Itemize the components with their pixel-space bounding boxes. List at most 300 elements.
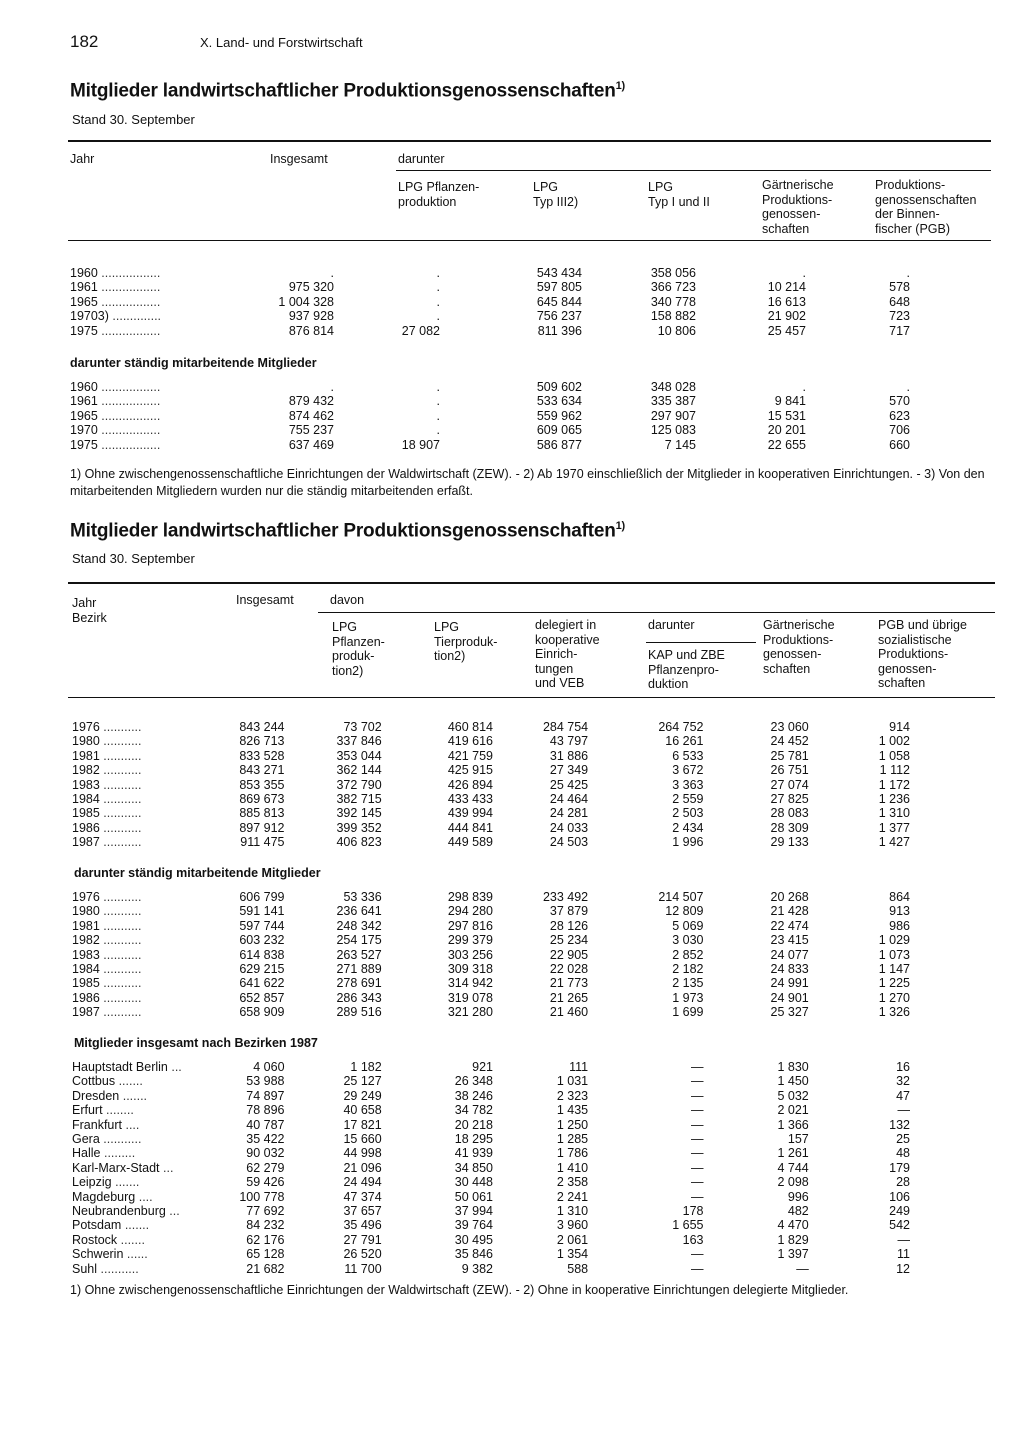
table-cell: 1 699 [672, 1005, 704, 1020]
table-row [72, 933, 910, 947]
table-cell: 3 363 [672, 777, 704, 792]
table-cell: 1 147 [878, 962, 910, 977]
table-cell: 2 182 [672, 962, 704, 977]
t1-header-pgb: Produktions- genossenschaften der Binnen- fischer (PGB) [875, 178, 977, 236]
table-cell: 111 [569, 1060, 589, 1074]
table-cell: 50 061 [454, 1189, 493, 1204]
table-cell: 25 327 [770, 1005, 809, 1020]
table-cell: 29 249 [343, 1088, 382, 1103]
table-cell: 27 825 [770, 792, 809, 807]
table-cell: 30 448 [454, 1175, 493, 1190]
table-cell: 482 [787, 1204, 809, 1219]
table-cell: 1 002 [878, 734, 910, 749]
table-cell: 178 [682, 1204, 704, 1219]
table-cell: 28 309 [770, 820, 809, 835]
table-cell: 90 032 [246, 1146, 285, 1161]
table-cell: 1 058 [878, 748, 910, 763]
row-label: 1982 ........... [72, 933, 142, 948]
table-cell: 12 809 [665, 904, 704, 919]
table-cell: 24 464 [549, 792, 589, 807]
table-cell: 591 141 [239, 904, 285, 919]
table-row [72, 890, 910, 904]
row-label: 1975 ................. [70, 437, 161, 452]
table1-title: Mitglieder landwirtschaftlicher Produktionsgenossenschaften$^{1)}$ [70, 80, 626, 102]
table-row [70, 266, 910, 280]
table-cell: 18 907 [401, 437, 440, 452]
table-cell: 897 912 [239, 820, 285, 835]
table-cell: — [897, 1103, 910, 1118]
table-cell: 24 033 [549, 820, 589, 835]
row-label: 1983 ........... [72, 947, 142, 962]
table-cell: 543 434 [536, 266, 582, 280]
table-cell: — [691, 1117, 704, 1132]
table-cell: 353 044 [336, 748, 382, 763]
table-cell: 1 354 [556, 1247, 589, 1262]
table-cell: 10 214 [767, 280, 806, 295]
table-cell: 28 126 [549, 918, 589, 933]
table-cell: . [436, 423, 440, 438]
table1-body-staendig [70, 380, 910, 452]
table-cell: 24 901 [770, 990, 809, 1005]
table-cell: 21 682 [246, 1261, 285, 1276]
table-cell: 62 279 [246, 1160, 285, 1175]
table-cell: 2 135 [672, 976, 704, 991]
table-cell: 132 [889, 1117, 910, 1132]
table-cell: 597 744 [239, 918, 285, 933]
table-cell: 286 343 [336, 990, 382, 1005]
row-label: 1984 ........... [72, 792, 142, 807]
t1-header-insgesamt: Insgesamt [270, 152, 328, 166]
row-label: 1975 ................. [70, 323, 161, 338]
table-cell: 26 348 [454, 1074, 493, 1089]
table-cell: 18 295 [454, 1132, 493, 1147]
table-cell: 294 280 [447, 904, 493, 919]
table-cell: 826 713 [239, 734, 285, 749]
table-cell: 2 852 [672, 947, 704, 962]
table-cell: 2 021 [777, 1103, 809, 1118]
table-row [70, 309, 910, 323]
table-cell: 1 366 [777, 1117, 809, 1132]
table-cell: 12 [896, 1261, 910, 1276]
table-cell: 27 082 [401, 323, 440, 338]
table-cell: 23 415 [770, 933, 809, 948]
table-cell: 26 520 [343, 1247, 382, 1262]
table-cell: . [330, 380, 334, 394]
table-cell: 362 144 [336, 763, 382, 778]
table-cell: 660 [889, 437, 910, 452]
table-cell: 340 778 [650, 294, 696, 309]
table-row [72, 835, 910, 849]
table-row [72, 1190, 910, 1204]
table-cell: 31 886 [549, 748, 589, 763]
table-cell: 1 310 [878, 806, 910, 821]
table-cell: 24 991 [770, 976, 809, 991]
table-cell: 1 285 [556, 1132, 589, 1147]
table-cell: . [906, 380, 910, 394]
table-cell: 1 310 [556, 1204, 589, 1219]
table-cell: 77 692 [246, 1204, 285, 1219]
table-cell: 1 427 [878, 835, 910, 850]
table-cell: 48 [896, 1146, 910, 1161]
row-label: 1976 ........... [72, 890, 142, 904]
table-cell: 298 839 [447, 890, 493, 904]
table-cell: . [906, 266, 910, 280]
table-cell: 597 805 [536, 280, 582, 295]
table-cell: 21 773 [549, 976, 589, 991]
row-label: 1985 ........... [72, 806, 142, 821]
table-cell: 15 660 [343, 1132, 382, 1147]
table-cell: 16 261 [665, 734, 704, 749]
table-cell: 833 528 [239, 748, 285, 763]
table-cell: 24 503 [549, 835, 589, 850]
table-cell: 3 030 [672, 933, 704, 948]
table-row [72, 1060, 910, 1074]
table-cell: 10 806 [657, 323, 696, 338]
table-cell: 2 434 [672, 820, 704, 835]
table-cell: . [330, 266, 334, 280]
table-cell: 913 [889, 904, 910, 919]
table-cell: 1 250 [556, 1117, 589, 1132]
t2-header-davon: davon [330, 593, 365, 607]
table-cell: 2 241 [556, 1189, 589, 1204]
row-label: 1965 ................. [70, 408, 161, 423]
table-cell: 723 [889, 309, 910, 324]
table-cell: 717 [889, 323, 910, 338]
table-cell: 20 218 [454, 1117, 493, 1132]
t2-header-kap: KAP und ZBE Pflanzenpro- duktion [648, 648, 725, 691]
table-cell: . [436, 294, 440, 309]
table-cell: 47 374 [343, 1189, 382, 1204]
table-cell: 914 [889, 720, 910, 734]
row-label: 1983 ........... [72, 777, 142, 792]
table-cell: 421 759 [447, 748, 493, 763]
table-cell: 32 [896, 1074, 910, 1089]
table-cell: 641 622 [239, 976, 285, 991]
row-label: Dresden ....... [72, 1088, 148, 1103]
table-cell: 1 973 [672, 990, 704, 1005]
table-cell: 254 175 [336, 933, 382, 948]
table-cell: 25 234 [549, 933, 589, 948]
table2-footnote: 1) Ohne zwischengenossenschaftliche Einrichtungen der Waldwirtschaft (ZEW). - 2) Ohne in kooperative Einrichtungen delegierte Mitglieder. [70, 1283, 849, 1297]
table-cell: . [436, 309, 440, 324]
table-cell: — [691, 1160, 704, 1175]
row-label: Suhl ........... [72, 1261, 139, 1276]
table-cell: 382 715 [336, 792, 382, 807]
table-cell: 869 673 [239, 792, 285, 807]
table-cell: 937 928 [288, 309, 334, 324]
table-cell: . [436, 380, 440, 394]
table-cell: 372 790 [336, 777, 382, 792]
table-cell: 706 [889, 423, 910, 438]
table2-section-staendig: darunter ständig mitarbeitende Mitglieder [74, 866, 321, 880]
table-cell: 35 422 [246, 1132, 285, 1147]
table-row [72, 1175, 910, 1189]
row-label: 1986 ........... [72, 990, 142, 1005]
row-label: Schwerin ...... [72, 1247, 148, 1262]
t1-header-darunter: darunter [398, 152, 445, 166]
table-cell: . [802, 266, 806, 280]
table-cell: 25 781 [770, 748, 809, 763]
table-cell: 249 [889, 1204, 910, 1219]
table-cell: 1 655 [672, 1218, 704, 1233]
table-cell: 444 841 [447, 820, 493, 835]
table-row [72, 904, 910, 918]
table-cell: 263 527 [336, 947, 382, 962]
table-cell: 879 432 [288, 394, 334, 409]
table-cell: 297 816 [447, 918, 493, 933]
table1-section-title: darunter ständig mitarbeitende Mitglieder [70, 356, 317, 370]
table-row [72, 1247, 910, 1261]
table-row [72, 749, 910, 763]
t1-header-lpg-typ3: LPG Typ III2) [533, 180, 579, 209]
table-cell: 43 797 [549, 734, 589, 749]
table-cell: 22 655 [767, 437, 806, 452]
table-cell: 62 176 [246, 1232, 285, 1247]
table-cell: 37 994 [454, 1204, 493, 1219]
table-cell: 248 342 [336, 918, 382, 933]
table-cell: 1 996 [672, 835, 704, 850]
row-label: Erfurt ........ [72, 1103, 134, 1118]
table-cell: — [691, 1146, 704, 1161]
table-cell: 2 503 [672, 806, 704, 821]
table-cell: 426 894 [447, 777, 493, 792]
table-cell: 100 778 [239, 1189, 285, 1204]
table-cell: 284 754 [542, 720, 589, 734]
table-row [72, 778, 910, 792]
table-cell: — [691, 1247, 704, 1262]
table-cell: 606 799 [239, 890, 285, 904]
table-cell: 4 744 [777, 1160, 809, 1175]
table-cell: 425 915 [447, 763, 493, 778]
table-cell: 40 787 [246, 1117, 285, 1132]
row-label: 1960 ................. [70, 266, 161, 280]
table-cell: — [691, 1060, 704, 1074]
table-cell: 1 182 [350, 1060, 382, 1074]
table-cell: 236 641 [336, 904, 382, 919]
row-label: Rostock ....... [72, 1232, 145, 1247]
t2-header-darunter: darunter [648, 618, 695, 632]
table-cell: 20 201 [767, 423, 806, 438]
table-cell: 11 [897, 1247, 910, 1262]
row-label: 1985 ........... [72, 976, 142, 991]
table-cell: 158 882 [650, 309, 696, 324]
t2-header-lpg-tier: LPG Tierproduk- tion2) [434, 620, 498, 663]
table-cell: 25 [896, 1132, 910, 1147]
table-row [72, 806, 910, 820]
table-cell: 37 657 [343, 1204, 382, 1219]
table-cell: 811 396 [537, 323, 582, 338]
row-label: 1987 ........... [72, 835, 142, 850]
t1-header-jahr: Jahr [70, 152, 95, 166]
row-label: 1970 ................. [70, 423, 161, 438]
row-label: Frankfurt .... [72, 1117, 140, 1132]
table-cell: . [436, 280, 440, 295]
table-cell: 1 377 [878, 820, 910, 835]
table-cell: 24 281 [549, 806, 589, 821]
table-cell: 645 844 [536, 294, 582, 309]
table-cell: 314 942 [447, 976, 493, 991]
table-row [72, 1262, 910, 1276]
table-cell: 278 691 [336, 976, 382, 991]
row-label: Karl-Marx-Stadt ... [72, 1160, 174, 1175]
table-cell: 392 145 [336, 806, 382, 821]
table-cell: 876 814 [288, 323, 334, 338]
table-cell: 609 065 [536, 423, 582, 438]
table-cell: 303 256 [447, 947, 493, 962]
t2-davon-rule [318, 612, 995, 613]
table-cell: 20 268 [770, 890, 809, 904]
table-cell: . [436, 394, 440, 409]
table-cell: 348 028 [650, 380, 696, 394]
table-cell: 509 602 [536, 380, 582, 394]
table-cell: 27 349 [549, 763, 589, 778]
table-cell: — [691, 1103, 704, 1118]
table2-body-bezirke [72, 1060, 910, 1276]
table-cell: 1 410 [556, 1160, 589, 1175]
table-cell: 25 127 [343, 1074, 382, 1089]
row-label: 19703) .............. [70, 309, 162, 324]
table-cell: 559 962 [536, 408, 582, 423]
table-cell: 30 495 [454, 1232, 493, 1247]
table-cell: 1 326 [878, 1005, 910, 1020]
table-cell: 629 215 [239, 962, 285, 977]
table-cell: 73 702 [343, 720, 382, 734]
table-cell: 264 752 [658, 720, 704, 734]
table-cell: 297 907 [650, 408, 696, 423]
table-cell: 233 492 [542, 890, 589, 904]
table-cell: 53 988 [246, 1074, 285, 1089]
table-cell: 157 [787, 1132, 809, 1147]
t2-header-gaertnerische: Gärtnerische Produktions- genossen- schaften [763, 618, 835, 676]
table-cell: 4 060 [253, 1060, 285, 1074]
table-cell: 578 [889, 280, 910, 295]
row-label: 1981 ........... [72, 748, 142, 763]
row-label: 1961 ................. [70, 280, 161, 295]
table-cell: 21 902 [767, 309, 806, 324]
row-label: 1980 ........... [72, 904, 142, 919]
table-row [72, 1218, 910, 1232]
table-cell: 21 428 [770, 904, 809, 919]
table-row [72, 1146, 910, 1160]
table-cell: 358 056 [650, 266, 696, 280]
table-cell: 39 764 [454, 1218, 493, 1233]
table2-body [72, 720, 910, 850]
table-cell: 26 751 [770, 763, 809, 778]
table-cell: 570 [889, 394, 910, 409]
table-cell: 1 261 [777, 1146, 809, 1161]
t2-header-insgesamt: Insgesamt [236, 593, 294, 607]
table-cell: 106 [889, 1189, 910, 1204]
table-cell: 921 [472, 1060, 493, 1074]
table2-section-bezirke: Mitglieder insgesamt nach Bezirken 1987 [74, 1036, 318, 1050]
table-cell: 864 [889, 890, 910, 904]
table-cell: 2 358 [556, 1175, 589, 1190]
table-row [72, 948, 910, 962]
table2-header-rule [68, 697, 995, 698]
table-cell: 271 889 [336, 962, 382, 977]
table-cell: 623 [889, 408, 910, 423]
table-cell: 299 379 [447, 933, 493, 948]
table-cell: 21 265 [549, 990, 589, 1005]
table-cell: — [691, 1132, 704, 1147]
table-cell: 34 782 [454, 1103, 493, 1118]
row-label: Hauptstadt Berlin ... [72, 1060, 182, 1074]
table1-subtitle: Stand 30. September [72, 112, 195, 127]
table-row [72, 1089, 910, 1103]
table-cell: 44 998 [343, 1146, 382, 1161]
table-cell: 1 270 [878, 990, 910, 1005]
table-cell: 406 823 [336, 835, 382, 850]
table-cell: 337 846 [336, 734, 382, 749]
table-cell: 986 [889, 918, 910, 933]
table-cell: 1 172 [878, 777, 910, 792]
table-cell: 449 589 [447, 835, 493, 850]
table-row [72, 1161, 910, 1175]
table-cell: 1 397 [777, 1247, 809, 1262]
table1-header-rule [68, 240, 991, 241]
table-cell: 588 [567, 1261, 589, 1276]
table-row [72, 763, 910, 777]
table-cell: 16 613 [767, 294, 806, 309]
table-cell: 1 786 [556, 1146, 589, 1161]
table-row [72, 792, 910, 806]
table-cell: 1 031 [556, 1074, 589, 1089]
table-cell: 78 896 [246, 1103, 285, 1118]
table-cell: 603 232 [239, 933, 285, 948]
table-cell: 2 559 [672, 792, 704, 807]
table-cell: 179 [889, 1160, 910, 1175]
table-row [72, 919, 910, 933]
table-cell: 289 516 [336, 1005, 382, 1020]
table-cell: — [691, 1074, 704, 1089]
table-cell: 11 700 [344, 1261, 382, 1276]
table-cell: 9 841 [774, 394, 806, 409]
row-label: 1965 ................. [70, 294, 161, 309]
table-cell: 1 225 [878, 976, 910, 991]
table2-subtitle: Stand 30. September [72, 551, 195, 566]
table-cell: . [436, 408, 440, 423]
table-cell: 84 232 [246, 1218, 285, 1233]
row-label: 1976 ........... [72, 720, 142, 734]
row-label: 1987 ........... [72, 1005, 142, 1020]
table-cell: 335 387 [650, 394, 696, 409]
table2-body-staendig [72, 890, 910, 1020]
table-cell: 399 352 [336, 820, 382, 835]
table-cell: — [897, 1232, 910, 1247]
row-label: 1986 ........... [72, 820, 142, 835]
table-cell: 29 133 [770, 835, 809, 850]
table-row [70, 295, 910, 309]
table-cell: 7 145 [664, 437, 696, 452]
table-cell: 34 850 [454, 1160, 493, 1175]
table-cell: 460 814 [447, 720, 493, 734]
row-label: Gera ........... [72, 1132, 142, 1147]
t2-darunter-rule [646, 642, 756, 643]
table-cell: 47 [896, 1088, 910, 1103]
table-cell: 15 531 [767, 408, 806, 423]
table2-top-rule [68, 582, 995, 584]
table-cell: 911 475 [240, 835, 285, 850]
table-cell: 2 323 [556, 1088, 589, 1103]
table-cell: 1 829 [777, 1232, 809, 1247]
table-row [72, 821, 910, 835]
table-cell: 41 939 [454, 1146, 493, 1161]
table-cell: 433 433 [447, 792, 493, 807]
table-cell: 53 336 [343, 890, 382, 904]
table-cell: 1 435 [556, 1103, 589, 1118]
table-cell: 3 672 [672, 763, 704, 778]
table1-body [70, 266, 910, 338]
